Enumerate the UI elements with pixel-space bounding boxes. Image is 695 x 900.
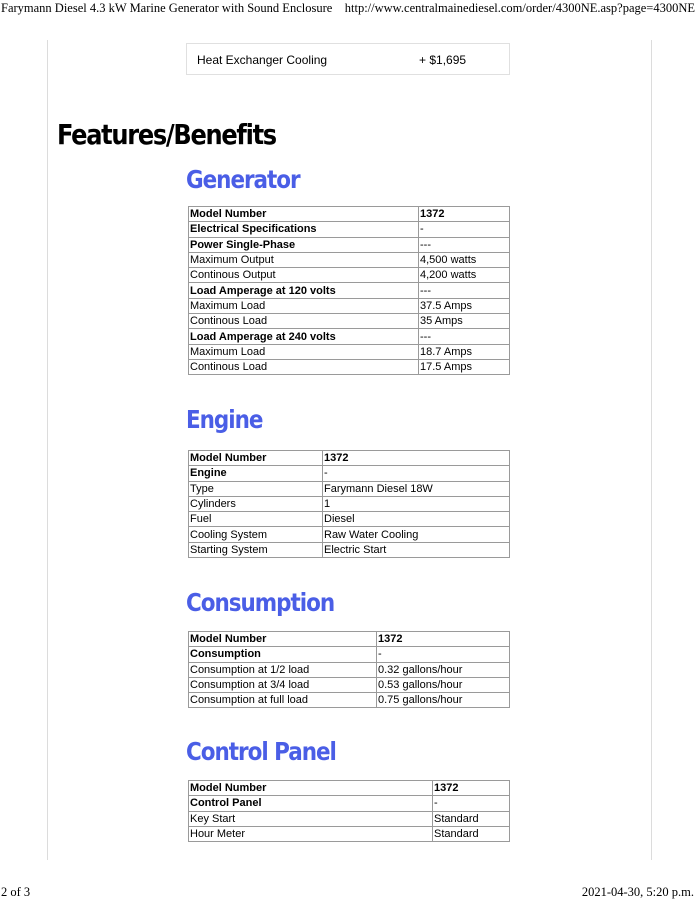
- spec-value: 17.5 Amps: [419, 359, 510, 374]
- spec-value: 4,200 watts: [419, 268, 510, 283]
- spec-label: Consumption: [189, 647, 377, 662]
- spec-label: Hour Meter: [189, 826, 433, 841]
- spec-row: [189, 329, 510, 344]
- spec-label: Continous Output: [189, 268, 419, 283]
- spec-label: Maximum Output: [189, 252, 419, 267]
- spec-value: 1372: [419, 207, 510, 222]
- spec-row: [189, 314, 510, 329]
- spec-label: Load Amperage at 120 volts: [189, 283, 419, 298]
- spec-value: 35 Amps: [419, 314, 510, 329]
- print-footer-page: 2 of 3: [1, 885, 31, 899]
- spec-value: Electric Start: [323, 542, 510, 557]
- spec-value: 37.5 Amps: [419, 298, 510, 313]
- spec-value: 0.32 gallons/hour: [377, 662, 510, 677]
- spec-value: -: [419, 222, 510, 237]
- engine-spec-table: [188, 450, 510, 558]
- spec-label: Maximum Load: [189, 344, 419, 359]
- print-header-url: http://www.centralmainediesel.com/order/4300NE.asp?page=4300NE: [344, 1, 695, 15]
- spec-label: Continous Load: [189, 359, 419, 374]
- spec-value: 1372: [377, 632, 510, 647]
- spec-label: Load Amperage at 240 volts: [189, 329, 419, 344]
- spec-value: 1372: [433, 781, 510, 796]
- spec-row: [189, 359, 510, 374]
- control-panel-spec-table: [188, 780, 510, 842]
- spec-row: [189, 237, 510, 252]
- spec-value: 18.7 Amps: [419, 344, 510, 359]
- spec-value: 1372: [323, 451, 510, 466]
- spec-label: Consumption at 1/2 load: [189, 662, 377, 677]
- spec-value: Raw Water Cooling: [323, 527, 510, 542]
- spec-value: 0.75 gallons/hour: [377, 693, 510, 708]
- spec-value: ---: [419, 283, 510, 298]
- spec-value: 0.53 gallons/hour: [377, 677, 510, 692]
- spec-label: Model Number: [189, 632, 377, 647]
- spec-label: Key Start: [189, 811, 433, 826]
- consumption-spec-table: [188, 631, 510, 708]
- spec-label: Fuel: [189, 512, 323, 527]
- content-border-right: [651, 40, 652, 860]
- spec-row: [189, 826, 510, 841]
- spec-row: [189, 527, 510, 542]
- spec-label: Continous Load: [189, 314, 419, 329]
- spec-label: Maximum Load: [189, 298, 419, 313]
- spec-value: -: [433, 796, 510, 811]
- spec-row: [189, 542, 510, 557]
- spec-label: Consumption at 3/4 load: [189, 677, 377, 692]
- spec-row: [189, 662, 510, 677]
- consumption-heading: Consumption: [186, 588, 335, 617]
- spec-label: Model Number: [189, 207, 419, 222]
- spec-value: ---: [419, 329, 510, 344]
- spec-value: -: [323, 466, 510, 481]
- spec-row: [189, 512, 510, 527]
- spec-label: Engine: [189, 466, 323, 481]
- spec-row: [189, 207, 510, 222]
- spec-label: Model Number: [189, 451, 323, 466]
- spec-row: [189, 632, 510, 647]
- features-benefits-heading: Features/Benefits: [57, 118, 276, 151]
- content-border-left: [47, 40, 48, 860]
- spec-label: Electrical Specifications: [189, 222, 419, 237]
- spec-value: Standard: [433, 826, 510, 841]
- spec-value: ---: [419, 237, 510, 252]
- generator-heading: Generator: [186, 165, 300, 194]
- option-price: + $1,695: [419, 53, 467, 67]
- spec-row: [189, 344, 510, 359]
- print-header-title: Farymann Diesel 4.3 kW Marine Generator with Sound Enclosure: [1, 1, 333, 15]
- spec-row: [189, 811, 510, 826]
- engine-heading: Engine: [186, 405, 263, 434]
- spec-row: [189, 268, 510, 283]
- spec-label: Control Panel: [189, 796, 433, 811]
- spec-row: [189, 451, 510, 466]
- control-panel-heading: Control Panel: [186, 737, 336, 766]
- spec-row: [189, 496, 510, 511]
- spec-row: [189, 298, 510, 313]
- spec-row: [189, 781, 510, 796]
- spec-label: Type: [189, 481, 323, 496]
- print-footer-datetime: 2021-04-30, 5:20 p.m.: [581, 885, 694, 899]
- option-label: Heat Exchanger Cooling: [197, 53, 328, 67]
- spec-value: 1: [323, 496, 510, 511]
- spec-row: [189, 481, 510, 496]
- spec-value: Diesel: [323, 512, 510, 527]
- generator-spec-table: [188, 206, 510, 375]
- spec-value: Standard: [433, 811, 510, 826]
- spec-label: Cooling System: [189, 527, 323, 542]
- spec-row: [189, 693, 510, 708]
- spec-row: [189, 466, 510, 481]
- spec-row: [189, 647, 510, 662]
- spec-row: [189, 677, 510, 692]
- spec-label: Model Number: [189, 781, 433, 796]
- spec-row: [189, 252, 510, 267]
- spec-label: Power Single-Phase: [189, 237, 419, 252]
- spec-label: Starting System: [189, 542, 323, 557]
- spec-value: 4,500 watts: [419, 252, 510, 267]
- spec-row: [189, 796, 510, 811]
- spec-value: -: [377, 647, 510, 662]
- spec-label: Cylinders: [189, 496, 323, 511]
- spec-row: [189, 222, 510, 237]
- spec-row: [189, 283, 510, 298]
- option-row-heat-exchanger: [186, 43, 510, 75]
- spec-value: Farymann Diesel 18W: [323, 481, 510, 496]
- spec-label: Consumption at full load: [189, 693, 377, 708]
